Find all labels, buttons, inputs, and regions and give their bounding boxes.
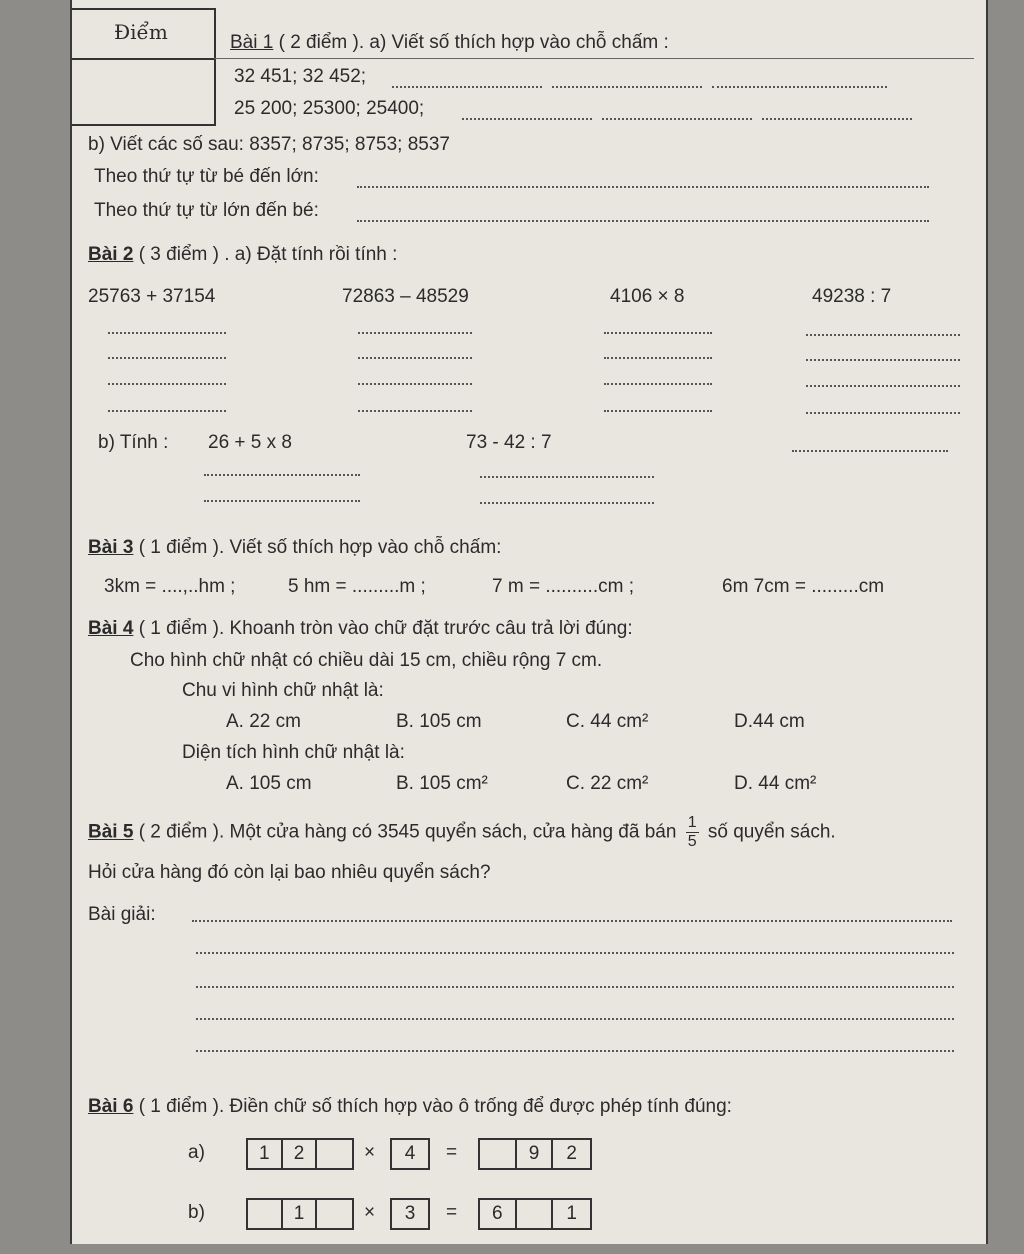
bai5-question: Hỏi cửa hàng đó còn lại bao nhiêu quyển sách? (88, 862, 491, 883)
bai4-given: Cho hình chữ nhật có chiều dài 15 cm, chiều rộng 7 cm. (130, 650, 603, 671)
answer-line[interactable] (806, 334, 960, 336)
bai1-heading (230, 32, 669, 54)
answer-line[interactable] (806, 359, 960, 361)
answer-line[interactable] (196, 952, 954, 954)
bai3-item-4: 6m 7cm = .........cm (722, 576, 885, 597)
score-box-divider (72, 58, 214, 60)
bai1-desc-label: Theo thứ tự từ lớn đến bé: (94, 200, 319, 221)
digit-box-group (390, 1198, 430, 1230)
bai3-item-1: 3km = ....,..hm ; (104, 576, 236, 597)
bai2-op-4: 49238 : 7 (812, 286, 892, 307)
answer-line[interactable] (357, 186, 929, 188)
bai1-seq2: 25 200; 25300; 25400; (234, 98, 425, 119)
answer-line[interactable] (108, 357, 226, 359)
bai1-seq1: 32 451; 32 452; (234, 66, 367, 87)
bai3-text: ( 1 điểm ). Viết số thích hợp vào chỗ chấm: (133, 537, 502, 558)
times-sign: × (364, 1142, 376, 1163)
answer-line[interactable] (552, 86, 702, 88)
bai4-q2-opt-c[interactable]: C. 22 cm² (566, 773, 649, 794)
digit-cell[interactable]: 3 (404, 1203, 416, 1224)
digit-cell[interactable]: 9 (517, 1140, 554, 1168)
answer-line[interactable] (712, 86, 887, 88)
bai3-item-2: 5 hm = .........m ; (288, 576, 426, 597)
answer-line[interactable] (604, 332, 712, 334)
bai3-item-3: 7 m = ..........cm ; (492, 576, 634, 597)
answer-line[interactable] (604, 357, 712, 359)
answer-line[interactable] (792, 450, 948, 452)
times-sign: × (364, 1202, 376, 1223)
bai4-q1-opt-d[interactable]: D.44 cm (734, 711, 805, 732)
bai1-title: Bài 1 (230, 32, 274, 53)
bai5-heading (88, 814, 836, 851)
bai6-heading (88, 1096, 732, 1118)
bai4-q1-opt-a[interactable]: A. 22 cm (226, 711, 301, 732)
bai4-q2-opt-d[interactable]: D. 44 cm² (734, 773, 817, 794)
bai2-b1: 26 + 5 x 8 (208, 432, 292, 453)
bai4-q2-opt-b[interactable]: B. 105 cm² (396, 773, 488, 794)
answer-line[interactable] (604, 410, 712, 412)
digit-cell[interactable] (517, 1200, 554, 1228)
answer-line[interactable] (108, 410, 226, 412)
answer-line[interactable] (358, 332, 472, 334)
bai1-b-text: b) Viết các số sau: 8357; 8735; 8753; 8537 (88, 134, 450, 155)
answer-line[interactable] (392, 86, 542, 88)
bai1-a-text: ( 2 điểm ). a) Viết số thích hợp vào chỗ chấm : (273, 32, 669, 53)
digit-box-group (478, 1138, 592, 1170)
worksheet (70, 0, 988, 1244)
bai2-b2: 73 - 42 : 7 (466, 432, 552, 453)
bai4-q2-opt-a[interactable]: A. 105 cm (226, 773, 312, 794)
digit-box-group (246, 1138, 354, 1170)
fraction (686, 814, 699, 851)
bai2-a-text: ( 3 điểm ) . a) Đặt tính rồi tính : (133, 244, 398, 265)
answer-line[interactable] (358, 410, 472, 412)
bai4-title: Bài 4 (88, 618, 134, 639)
answer-line[interactable] (192, 920, 952, 922)
bai2-op-3: 4106 × 8 (610, 286, 685, 307)
answer-line[interactable] (357, 220, 929, 222)
answer-line[interactable] (604, 383, 712, 385)
digit-cell[interactable]: 6 (480, 1200, 517, 1228)
answer-line[interactable] (480, 502, 654, 504)
answer-line[interactable] (602, 118, 752, 120)
digit-cell[interactable]: 1 (283, 1200, 318, 1228)
answer-line[interactable] (204, 500, 360, 502)
answer-line[interactable] (762, 118, 912, 120)
bai5-text-after: số quyển sách. (707, 821, 836, 843)
digit-cell[interactable]: 2 (566, 1143, 577, 1164)
bai3-title: Bài 3 (88, 537, 134, 558)
digit-cell[interactable] (248, 1200, 283, 1228)
answer-line[interactable] (806, 385, 960, 387)
score-box-right-line (214, 58, 974, 59)
bai6-b-label: b) (188, 1202, 205, 1223)
digit-box-group (246, 1198, 354, 1230)
digit-cell[interactable]: 4 (404, 1143, 416, 1164)
answer-line[interactable] (480, 476, 654, 478)
bai4-q2: Diện tích hình chữ nhật là: (182, 742, 405, 763)
bai6-text: ( 1 điểm ). Điền chữ số thích hợp vào ô trống để được phép tính đúng: (133, 1096, 732, 1117)
answer-line[interactable] (358, 383, 472, 385)
bai3-heading (88, 537, 501, 559)
digit-cell[interactable] (317, 1200, 352, 1228)
bai6-title: Bài 6 (88, 1096, 134, 1117)
fraction-numerator: 1 (687, 814, 697, 831)
bai2-heading (88, 244, 397, 266)
bai5-text-before: ( 2 điểm ). Một cửa hàng có 3545 quyển sách, cửa hàng đã bán (133, 821, 677, 843)
bai4-q1: Chu vi hình chữ nhật là: (182, 680, 384, 701)
answer-line[interactable] (108, 332, 226, 334)
bai5-solution-label: Bài giải: (88, 904, 156, 925)
bai4-q1-opt-c[interactable]: C. 44 cm² (566, 711, 649, 732)
answer-line[interactable] (196, 1018, 954, 1020)
bai2-op-1: 25763 + 37154 (88, 286, 216, 307)
digit-cell[interactable] (480, 1140, 517, 1168)
digit-box-group (390, 1138, 430, 1170)
equals-sign: = (446, 1142, 458, 1163)
score-label: Điểm (114, 20, 168, 44)
bai4-text: ( 1 điểm ). Khoanh tròn vào chữ đặt trước câu trả lời đúng: (133, 618, 633, 639)
answer-line[interactable] (806, 412, 960, 414)
equals-sign: = (446, 1202, 458, 1223)
bai5-title: Bài 5 (88, 821, 134, 843)
digit-cell[interactable]: 1 (248, 1140, 283, 1168)
bai4-heading (88, 618, 633, 640)
digit-cell[interactable] (317, 1140, 352, 1168)
digit-cell[interactable]: 1 (566, 1203, 577, 1224)
digit-box-group (478, 1198, 592, 1230)
bai4-q1-opt-b[interactable]: B. 105 cm (396, 711, 482, 732)
answer-line[interactable] (358, 357, 472, 359)
answer-line[interactable] (204, 474, 360, 476)
bai6-a-label: a) (188, 1142, 205, 1163)
answer-line[interactable] (462, 118, 592, 120)
answer-line[interactable] (108, 383, 226, 385)
digit-cell[interactable]: 2 (283, 1140, 318, 1168)
bai2-op-2: 72863 – 48529 (342, 286, 469, 307)
bai2-title: Bài 2 (88, 244, 134, 265)
answer-line[interactable] (196, 986, 954, 988)
answer-line[interactable] (196, 1050, 954, 1052)
bai2-b-label: b) Tính : (98, 432, 169, 453)
fraction-denominator: 5 (687, 833, 697, 850)
bai1-asc-label: Theo thứ tự từ bé đến lớn: (94, 166, 319, 187)
